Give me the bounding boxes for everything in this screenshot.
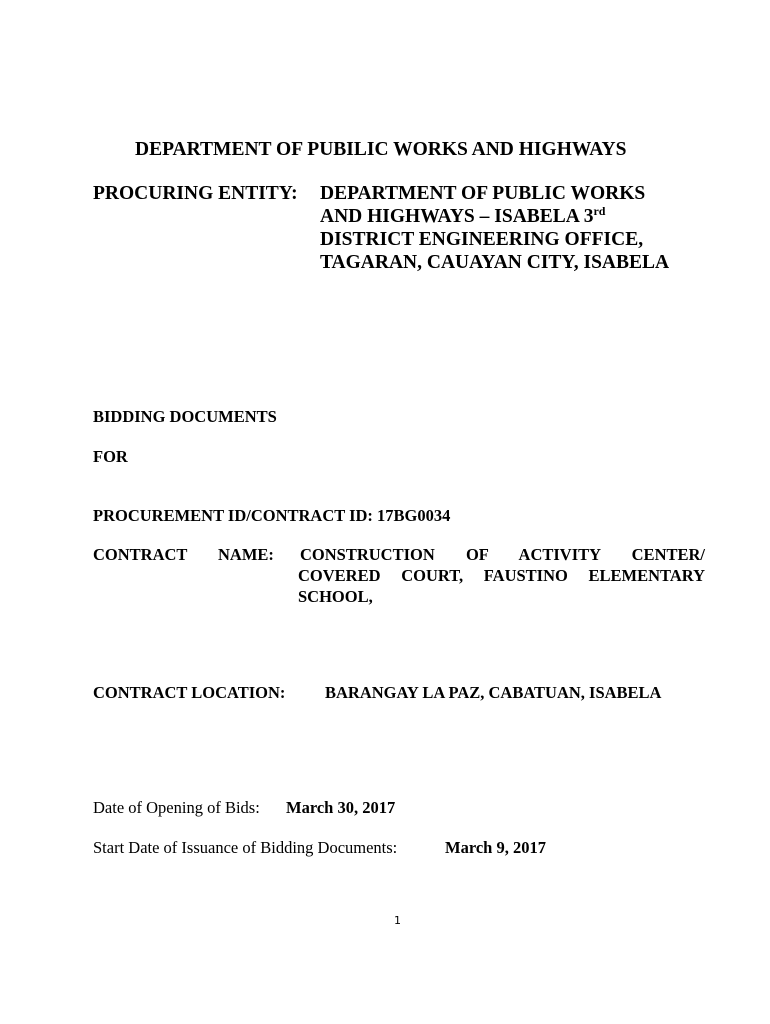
page-number: 1: [394, 914, 401, 927]
contract-name-line-2: COVERED COURT, FAUSTINO ELEMENTARY: [298, 566, 705, 585]
procuring-entity-line-2-text: AND HIGHWAYS – ISABELA 3: [320, 206, 594, 227]
procuring-entity-line-1: DEPARTMENT OF PUBLIC WORKS: [320, 183, 646, 204]
contract-name-line-3: SCHOOL,: [298, 587, 373, 606]
procuring-entity-label: PROCURING ENTITY:: [93, 183, 298, 204]
ordinal-suffix: rd: [593, 204, 606, 218]
for-label: FOR: [93, 447, 128, 466]
procurement-id: PROCUREMENT ID/CONTRACT ID: 17BG0034: [93, 506, 451, 525]
procuring-entity-line-3: DISTRICT ENGINEERING OFFICE,: [320, 229, 644, 250]
contract-name-label-2: NAME:: [218, 545, 274, 564]
opening-date-value: March 30, 2017: [286, 798, 396, 817]
contract-name-line-1: CONSTRUCTION OF ACTIVITY CENTER/: [300, 545, 705, 564]
issuance-date-value: March 9, 2017: [445, 838, 546, 857]
contract-location-label: CONTRACT LOCATION:: [93, 683, 286, 702]
document-title: DEPARTMENT OF PUBILIC WORKS AND HIGHWAYS: [135, 139, 627, 160]
issuance-date-label: Start Date of Issuance of Bidding Documents:: [93, 838, 398, 857]
opening-date-label: Date of Opening of Bids:: [93, 798, 260, 817]
contract-location-value: BARANGAY LA PAZ, CABATUAN, ISABELA: [325, 683, 662, 702]
contract-name-label-1: CONTRACT: [93, 545, 188, 564]
bidding-documents-heading: BIDDING DOCUMENTS: [93, 407, 277, 426]
procuring-entity-line-2: [320, 206, 605, 228]
procuring-entity-line-4: TAGARAN, CAUAYAN CITY, ISABELA: [320, 252, 670, 273]
